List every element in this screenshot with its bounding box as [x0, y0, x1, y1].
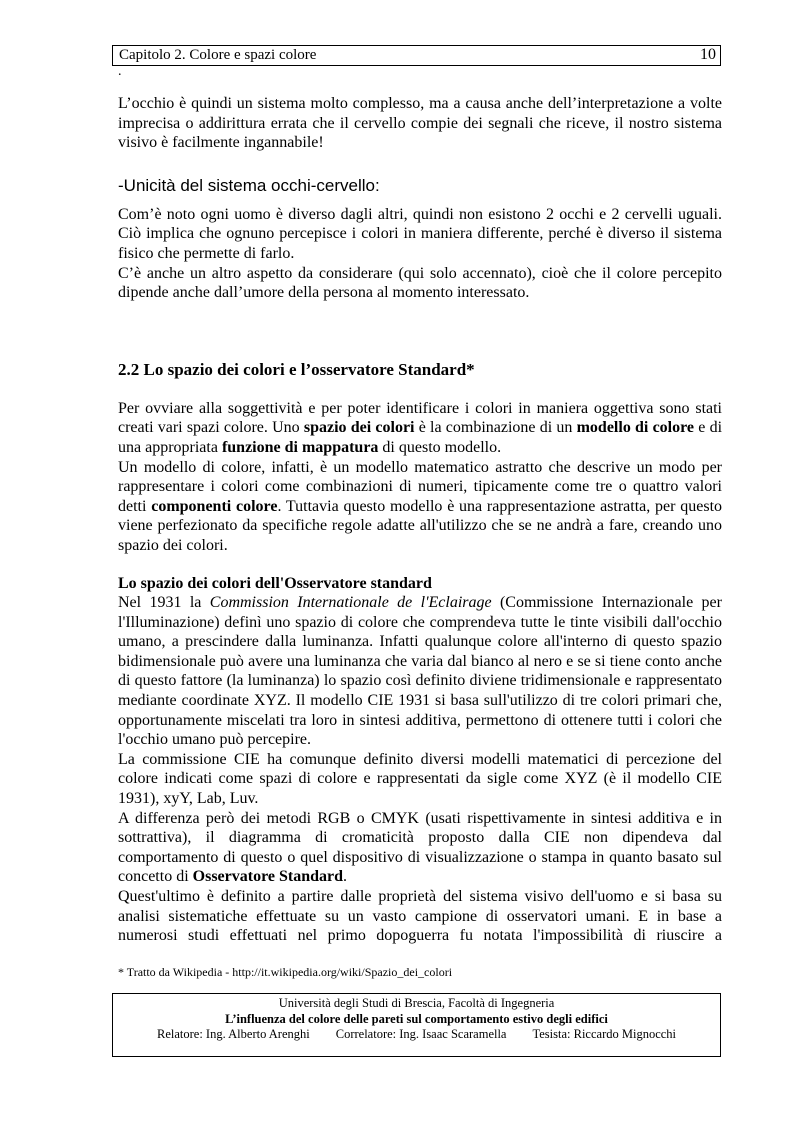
paragraph-cie-1931: Nel 1931 la Commission Internationale de l'Eclairage (Commissione Internazionale per l'Illuminazione) definì uno spazio di colore che comprendeva tutte le tinte visibili dall'occhio umano, a prescindere dalla luminanza. Infatti qualunque colore all'interno di questo spazio bidimensionale può avere una luminanza che varia dal bianco al nero e se si tiene conto anche di questo fattore (la luminanza) lo spazio così definito diviene tridimensionale e rappresentato mediante coordinate XYZ. Il modello CIE 1931 si basa sull'utilizzo di tre colori primari che, opportunamente miscelati tra loro in sintesi additiva, permettono di ottenere tutti i colori che l'occhio umano può percepire.	[118, 594, 722, 749]
section-title: 2.2 Lo spazio dei colori e l’osservatore Standard*	[118, 359, 475, 379]
footer-correlatore: Correlatore: Ing. Isaac Scaramella	[335, 1027, 507, 1041]
term-osservatore-standard: Osservatore Standard	[192, 868, 344, 886]
paragraph-mood: C’è anche un altro aspetto da considerare (qui solo accennato), cioè che il colore percepito dipende anche dall’umore della persona al momento interessato.	[118, 264, 722, 302]
page-footer	[112, 993, 721, 1057]
term-modello-di-colore: modello di colore	[576, 419, 695, 437]
term-cie-name: Commission Internationale de l'Eclairage	[209, 594, 492, 612]
paragraph-color-spaces: Per ovviare alla soggettività e per poter identificare i colori in maniera oggettiva sono stati creati vari spazi colore. Uno spazio dei colori è la combinazione di un modello di colore e di una appropriata funzione di mappatura di questo modello.	[118, 399, 723, 456]
stray-mark: .	[118, 64, 122, 79]
footer-relatore: Relatore: Ing. Alberto Arenghi	[156, 1027, 310, 1041]
subsection-title: Lo spazio dei colori dell'Osservatore standard	[118, 574, 432, 592]
paragraph-rgb-cmyk: A differenza però dei metodi RGB o CMYK (usati rispettivamente in sintesi additiva e in sottrattiva), il diagramma di cromaticità proposto dalla CIE non dipendeva dal comportamento di questo o quel dispositivo di visualizzazione o stampa in quanto basato sul concetto di Osservatore Standard.	[118, 809, 722, 886]
page-body	[118, 94, 722, 946]
paragraph-cie-models: La commissione CIE ha comunque definito diversi modelli matematici di percezione del colore indicati come spazi di colore e rappresentati da sigle come XYZ (è il modello CIE 1931), xyY, Lab, Luv.	[118, 750, 722, 808]
footnote: * Tratto da Wikipedia - http://it.wikipedia.org/wiki/Spazio_dei_colori	[118, 965, 453, 979]
page-header	[112, 45, 721, 66]
term-spazio-dei-colori: spazio dei colori	[303, 419, 415, 437]
footer-thesis-title: L’influenza del colore delle pareti sul comportamento estivo degli edifici	[225, 1011, 608, 1026]
paragraph-uniqueness: Com’è noto ogni uomo è diverso dagli altri, quindi non esistono 2 occhi e 2 cervelli uguali. Ciò implica che ognuno percepisce i colori in maniera differente, perché è diverso il sistema fisico che permette di farlo.	[118, 205, 722, 262]
footer-people	[113, 1027, 720, 1043]
term-componenti-colore: componenti colore	[151, 497, 278, 515]
paragraph-intro: L’occhio è quindi un sistema molto complesso, ma a causa anche dell’interpretazione a volte imprecisa o addirittura errata che il cervello compie dei segnali che riceve, il nostro sistema visivo è facilmente ingannabile!	[118, 95, 722, 152]
paragraph-standard-observer: Quest'ultimo è definito a partire dalle proprietà del sistema visivo dell'uomo e si basa su analisi sistematiche effettuate su un vasto campione di osservatori umani. E in base a numerosi studi effettuati nel primo dopoguerra fu notata l'impossibilità di riuscire a	[118, 888, 722, 945]
term-funzione-di-mappatura: funzione di mappatura	[221, 438, 379, 456]
footer-tesista: Tesista: Riccardo Mignocchi	[532, 1027, 677, 1041]
subheading-uniqueness: -Unicità del sistema occhi-cervello:	[118, 175, 380, 195]
page-number: 10	[700, 46, 716, 63]
paragraph-color-model: Un modello di colore, infatti, è un modello matematico astratto che descrive un modo per rappresentare i colori come combinazioni di numeri, tipicamente come tre o quattro valori detti componenti colore. Tuttavia questo modello è una rappresentazione astratta, per questo viene perfezionato da specifiche regole adatte all'utilizzo che se ne andrà a fare, creando uno spazio dei colori.	[118, 458, 723, 554]
footer-university: Università degli Studi di Brescia, Facoltà di Ingegneria	[278, 996, 555, 1010]
chapter-title: Capitolo 2. Colore e spazi colore	[119, 47, 317, 63]
